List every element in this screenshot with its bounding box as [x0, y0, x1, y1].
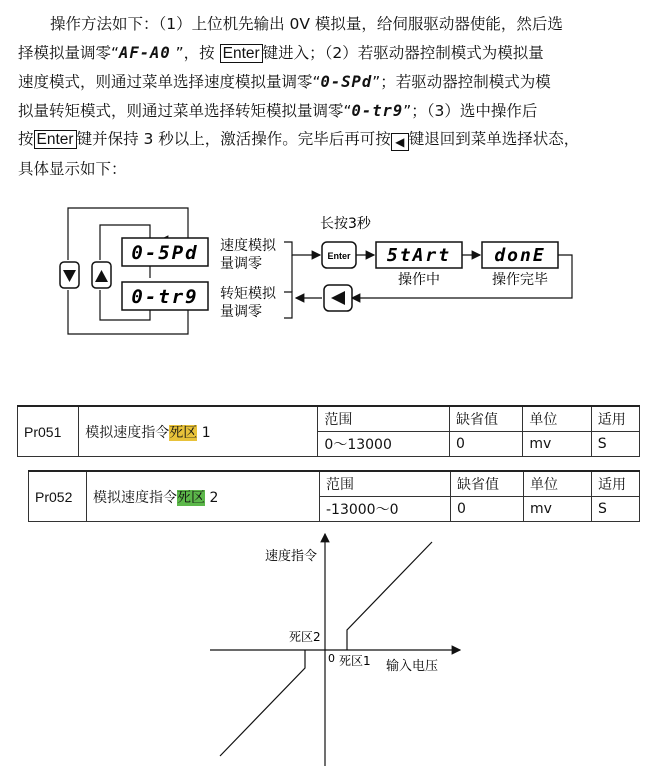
display-start-text: 5tArt [386, 245, 452, 266]
graph-ylabel: 速度指令 [265, 549, 318, 564]
pr052-header-unit: 单位 [524, 471, 592, 497]
pr052-default: 0 [451, 497, 524, 522]
code-af-a0: AF-A0 [119, 43, 171, 62]
para-line-1: 操作方法如下：（1）上位机先输出 0V 模拟量，给伺服驱动器使能，然后选 [50, 15, 563, 33]
pr051-header-range: 范围 [318, 406, 450, 432]
pr051-apply: S [591, 432, 639, 457]
pr052-unit: mv [524, 497, 592, 522]
caption-running: 操作中 [398, 272, 440, 288]
pr051-highlight: 死区 [169, 424, 198, 441]
enter-key-text: Enter [327, 251, 351, 261]
caption-done: 操作完毕 [492, 272, 548, 288]
display-0-trq-text: 0-tr9 [131, 286, 199, 308]
pr052-range: -13000～0 [320, 497, 451, 522]
pr051-code: Pr051 [18, 406, 79, 457]
code-0-spd: 0-SPd [320, 73, 373, 91]
param-table-pr051 [17, 405, 640, 457]
negative-branch [220, 650, 305, 756]
pr052-highlight: 死区 [177, 489, 205, 506]
pr051-header-unit: 单位 [523, 406, 591, 432]
para-line-3: 速度模式，则通过菜单选择速度模拟量调零“0-SPd”；若驱动器控制模式为模 [18, 73, 551, 91]
graph-xlabel: 输入电压 [386, 659, 439, 674]
para-line-5: 按 Enter 键并保持 3 秒以上，激活操作。完毕后再可按 ◀ 键退回到菜单选择状态， [18, 130, 580, 149]
pr052-header-default: 缺省值 [451, 471, 524, 497]
long-press-label: 长按3秒 [320, 216, 371, 232]
pr052-code: Pr052 [29, 471, 87, 522]
graph-origin: 0 [328, 652, 335, 665]
pr051-unit: mv [523, 432, 591, 457]
pr052-header-range: 范围 [320, 471, 451, 497]
speed-zero-label-2: 量调零 [220, 256, 262, 272]
pr052-name: 模拟速度指令死区 2 [87, 471, 320, 522]
speed-zero-label-1: 速度模拟 [220, 238, 276, 254]
deadzone-graph [0, 530, 671, 770]
pr051-name: 模拟速度指令死区 1 [79, 406, 318, 457]
torque-zero-label-1: 转矩模拟 [220, 286, 276, 302]
graph-dz1: 死区1 [339, 654, 371, 668]
pr052-header-apply: 适用 [592, 471, 640, 497]
pr052-apply: S [592, 497, 640, 522]
pr051-header-default: 缺省值 [450, 406, 523, 432]
para-line-2: 择模拟量调零“AF-A0 ”，按 Enter 键进入；（2）若驱动器控制模式为模拟量 [18, 43, 544, 62]
para-line-4: 拟量转矩模式，则通过菜单选择转矩模拟量调零“0-tr9”；（3）选中操作后 [18, 101, 538, 120]
enter-key-label: Enter [220, 44, 263, 63]
param-table-pr052 [28, 470, 640, 522]
bracket-lines [284, 242, 320, 318]
para-line-6: 具体显示如下： [18, 159, 127, 178]
display-done-text: donE [494, 245, 546, 266]
enter-key-label-2: Enter [34, 130, 77, 149]
operation-flow-diagram [0, 200, 671, 345]
menu-loop-lines [68, 208, 188, 334]
pr051-header-apply: 适用 [591, 406, 639, 432]
back-key-icon: ◀ [391, 133, 409, 151]
pr051-range: 0～13000 [318, 432, 450, 457]
code-0-trq: 0-tr9 [351, 101, 404, 120]
graph-dz2: 死区2 [289, 630, 321, 644]
torque-zero-label-2: 量调零 [220, 304, 262, 320]
positive-branch [347, 542, 432, 650]
pr051-default: 0 [450, 432, 523, 457]
display-0-spd-text: 0-5Pd [131, 242, 199, 264]
instruction-paragraph [18, 10, 658, 183]
